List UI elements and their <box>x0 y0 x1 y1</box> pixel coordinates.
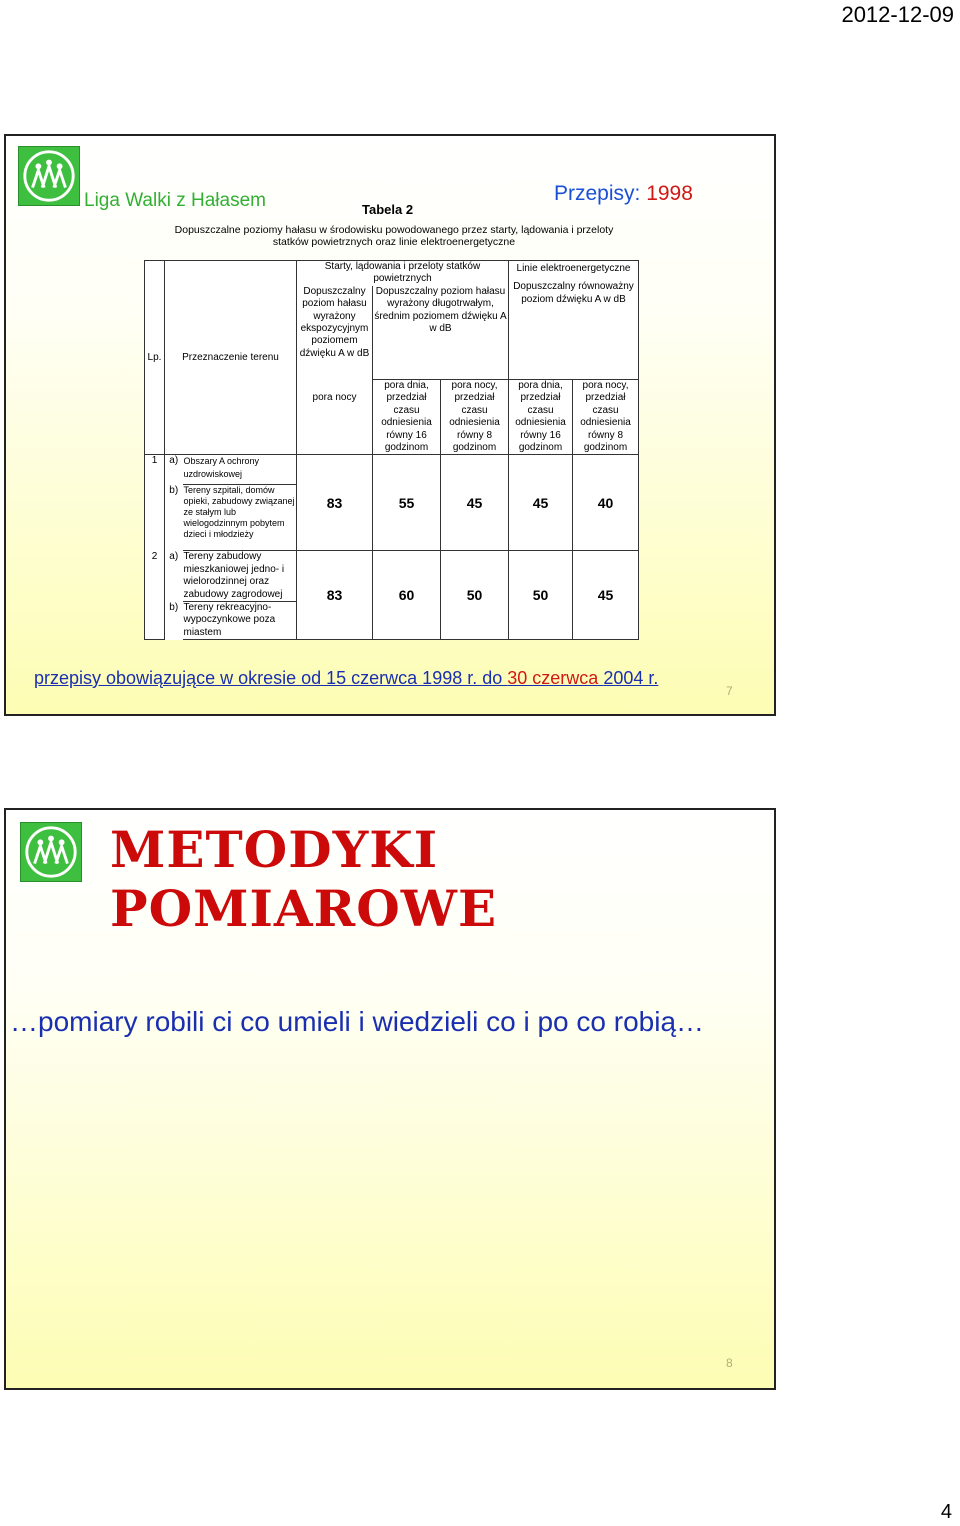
row2-value-2: 60 <box>373 551 441 640</box>
page-number: 4 <box>940 1501 952 1523</box>
row1-value-1: 83 <box>297 455 373 551</box>
col-lp: Lp. <box>145 261 165 455</box>
row2-value-5: 45 <box>573 551 639 640</box>
col-linie: Linie elektroenergetyczne <box>516 263 631 274</box>
slide-number: 8 <box>726 1356 733 1370</box>
validity-text-1: przepisy obowiązujące w okresie od 15 czerwca 1998 r. do <box>34 668 508 688</box>
validity-period-link[interactable] <box>34 668 658 689</box>
slide-quote: …pomiary robili ci co umieli i wiedzieli co i po co robią… <box>10 1006 705 1037</box>
row2-value-1: 83 <box>297 551 373 640</box>
row2-b-text: Tereny rekreacyjno-wypoczynkowe poza miastem <box>183 602 297 640</box>
slide-methodology <box>4 808 776 1390</box>
document-date: 2012-12-09 <box>841 2 954 27</box>
table-caption: Tabela 2 <box>362 202 414 217</box>
row2-value-4: 50 <box>509 551 573 640</box>
pora-nocy-8-a: pora nocy, przedział czasu odniesienia równy 8 godzinom <box>441 380 509 455</box>
col-starty: Starty, lądowania i przeloty statków powietrznych <box>297 261 509 286</box>
row2-a-text: Tereny zabudowy mieszkaniowej jedno- i wielorodzinnej oraz zabudowy zagrodowej <box>183 551 297 602</box>
noise-limits-table <box>144 260 639 640</box>
slide-title: METODYKI POMIAROWE <box>110 820 498 938</box>
row2-value-3: 50 <box>441 551 509 640</box>
row1-b-label: b) <box>169 484 179 496</box>
row1-lp: 1 <box>145 455 165 551</box>
validity-text-2: 30 czerwca <box>507 668 604 688</box>
table-subtitle <box>144 224 644 248</box>
sub-dlugotrwaly: Dopuszczalny poziom hałasu wyrażony długotrwałym, średnim poziomem dźwięku A w dB <box>373 286 509 380</box>
row1-a-text: Obszary A ochrony uzdrowiskowej <box>183 455 297 485</box>
regulations-label: Przepisy: <box>554 182 641 205</box>
pora-dnia-16-a: pora dnia, przedział czasu odniesienia równy 16 godzinom <box>373 380 441 455</box>
col-przeznaczenie: Przeznaczenie terenu <box>165 261 297 455</box>
row1-value-4: 45 <box>509 455 573 551</box>
table-row <box>145 455 639 485</box>
slide-regulations <box>4 134 776 716</box>
row1-b-text: Tereny szpitali, domów opieki, zabudowy związanej ze stałym lub wielogodzinnym pobytem dzieci i młodzieży <box>183 485 297 551</box>
sub-rownowazny: Dopuszczalny równoważny poziom dźwięku A w dB <box>513 281 634 305</box>
subtitle-line-1: Dopuszczalne poziomy hałasu w środowisku powodowanego przez starty, lądowania i przeloty <box>174 224 614 236</box>
sub-ekspozycyjny-cell <box>297 286 373 455</box>
validity-text-3: 2004 r. <box>603 668 659 688</box>
row1-a-label: a) <box>169 455 179 467</box>
row1-value-5: 40 <box>573 455 639 551</box>
row1-value-3: 45 <box>441 455 509 551</box>
header-row-1 <box>145 261 639 286</box>
row2-a-label: a) <box>169 550 179 562</box>
league-logo-icon <box>18 146 80 206</box>
sub-ekspozycyjny: Dopuszczalny poziom hałasu wyrażony ekspozycyjnym poziomem dźwięku A w dB <box>299 285 370 359</box>
row1-value-2: 55 <box>373 455 441 551</box>
table-row <box>145 551 639 602</box>
regulations-heading <box>554 182 693 206</box>
pora-dnia-16-b: pora dnia, przedział czasu odniesienia równy 16 godzinom <box>509 380 573 455</box>
pora-nocy-header: pora nocy <box>312 392 357 404</box>
brand-name: Liga Walki z Hałasem <box>84 190 266 211</box>
slide-number: 7 <box>726 684 733 698</box>
pora-nocy-8-b: pora nocy, przedział czasu odniesienia równy 8 godzinom <box>573 380 639 455</box>
row2-lp: 2 <box>145 551 165 640</box>
row2-b-label: b) <box>169 601 179 613</box>
league-logo-icon <box>20 822 82 882</box>
regulations-year: 1998 <box>646 182 693 205</box>
col-linie-group <box>509 261 639 380</box>
subtitle-line-2: statków powietrznych oraz linie elektroenergetyczne <box>272 236 516 248</box>
